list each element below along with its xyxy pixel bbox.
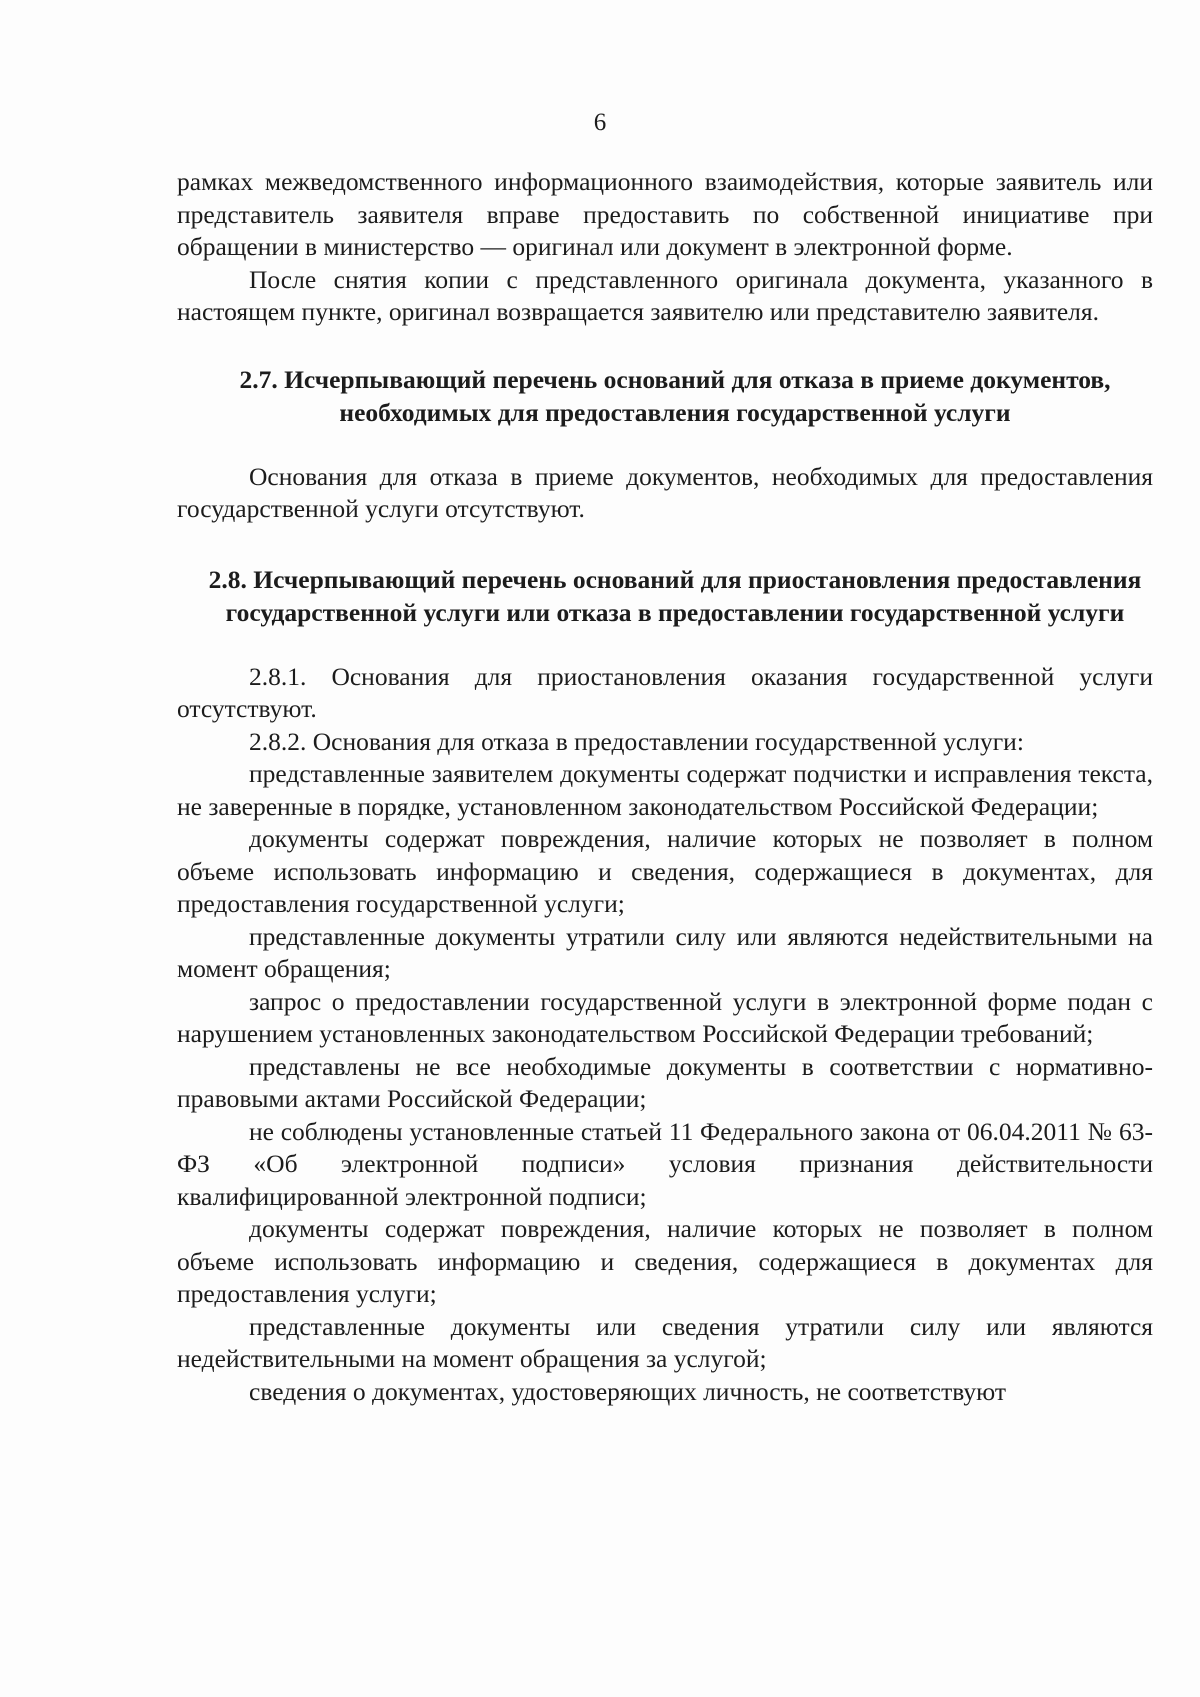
refusal-ground-item: представленные документы или сведения утратили силу или являются недействительными на момент обращения за услугой; <box>177 1311 1153 1373</box>
section-2-8-1: 2.8.1. Основания для приостановления оказания государственной услуги отсутствуют. <box>177 661 1153 723</box>
page-number: 6 <box>593 109 607 136</box>
section-2-7-heading: 2.7. Исчерпывающий перечень оснований для отказа в приеме документов, необходимых для предоставления государственной услуги <box>239 364 1111 427</box>
refusal-ground-item: представлены не все необходимые документы в соответствии с нормативно-правовыми актами Российской Федерации; <box>177 1051 1153 1113</box>
refusal-ground-item: запрос о предоставлении государственной услуги в электронной форме подан с нарушением установленных законодательством Российской Федерации требований; <box>177 986 1153 1048</box>
refusal-ground-item: документы содержат повреждения, наличие которых не позволяет в полном объеме использовать информацию и сведения, содержащиеся в документах, для предоставления государственной услуги; <box>177 824 1153 918</box>
section-2-8-2: 2.8.2. Основания для отказа в предоставлении государственной услуги: <box>249 726 1024 756</box>
refusal-ground-item: документы содержат повреждения, наличие которых не позволяет в полном объеме использовать информацию и сведения, содержащиеся в документах для предоставления услуги; <box>177 1214 1153 1308</box>
paragraph-continuation: рамках межведомственного информационного взаимодействия, которые заявитель или представитель заявителя вправе предоставить по собственной инициативе при обращении в министерство — оригинал или документ в электронной форме. <box>177 167 1153 261</box>
refusal-ground-item: представленные заявителем документы содержат подчистки и исправления текста, не заверенные в порядке, установленном законодательством Российской Федерации; <box>177 759 1153 821</box>
page-content <box>177 166 1153 1408</box>
refusal-ground-item: сведения о документах, удостоверяющих личность, не соответствуют <box>249 1376 1007 1406</box>
section-2-7-text: Основания для отказа в приеме документов, необходимых для предоставления государственной услуги отсутствуют. <box>177 461 1153 523</box>
section-2-8-heading: 2.8. Исчерпывающий перечень оснований для приостановления предоставления государственной услуги или отказа в предоставлении государственной услуги <box>208 564 1142 627</box>
paragraph-copy-return: После снятия копии с представленного оригинала документа, указанного в настоящем пункте, оригинал возвращается заявителю или представителю заявителя. <box>177 264 1153 326</box>
refusal-ground-item: представленные документы утратили силу или являются недействительными на момент обращения; <box>177 921 1153 983</box>
refusal-ground-item: не соблюдены установленные статьей 11 Федерального закона от 06.04.2011 № 63-ФЗ «Об электронной подписи» условия признания действительности квалифицированной электронной подписи; <box>177 1116 1153 1211</box>
